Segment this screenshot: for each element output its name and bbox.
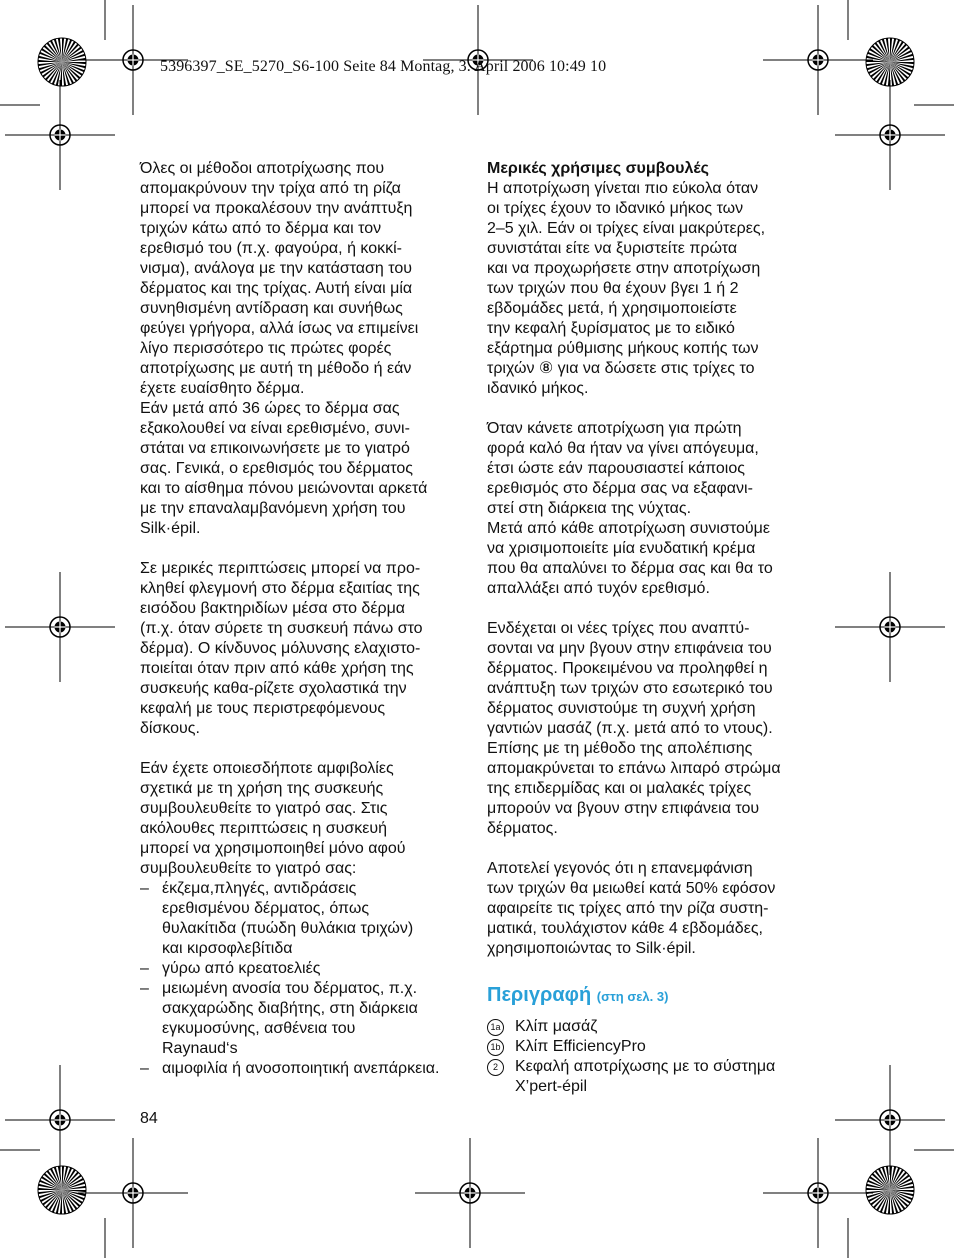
paragraph: Αποτελεί γεγονός ότι η επανεμφάνιση των τριχών θα μειωθεί κατά 50% εφόσον αφαιρείτε τις τρίχες από την ρίζα συστη- ματικά, τουλάχιστον κάθε 4 εβδομάδες, χρησιμοποιώντας το Silk·épil. [487, 860, 776, 957]
paragraph: Σε μερικές περιπτώσεις μπορεί να προ- κληθεί φλεγμονή στο δέρμα εξαιτίας της εισόδου βακτηριδίων μέσα στο δέρμα (π.χ. όταν σύρετε τη συσκευή πάνω στο δέρμα). Ο κίνδυνος μόλυνσης ελαχιστο- ποιείται όταν πριν από κάθε χρήση της συσκευής καθα-ρίζετε σχολαστικά την κεφαλή με τους περιστρεφόμενους δίσκους. [140, 560, 423, 737]
description-list [487, 1017, 822, 1097]
section-page-reference: (στη σελ. 3) [596, 989, 669, 1004]
list-item: – έκζεμα,πληγές, αντιδράσεις ερεθισμένου δέρματος, όπως θυλακίτιδα (πυώδη θυλάκια τριχών) και κιρσοφλεβίτιδα [140, 880, 414, 957]
paragraph: Η αποτρίχωση γίνεται πιο εύκολα όταν οι τρίχες έχουν το ιδανικό μήκος των 2–5 χιλ. Εάν οι τρίχες είναι μακρύτερες, συνιστάται είτε να ξυριστείτε πρώτα και να προχωρήσετε στην αποτρίχωση των τριχών που θα έχουν βγει 1 ή 2 εβδομάδες μετά, ή χρησιμοποιείστε την κεφαλή ξυρίσματος με το ειδικό εξάρτημα ρύθμισης μήκους κοπής των τριχών ⑧ για να δώσετε στις τρίχες το ιδανικό μήκος. [487, 180, 766, 397]
item-number-badge: 2 [487, 1059, 504, 1076]
paragraph: Ενδέχεται οι νέες τρίχες που αναπτύ- σονται να μην βγουν στην επιφάνεια του δέρματος. Προκειμένου να προληφθεί η ανάπτυξη των τριχών στο εσωτερικό του δέρματος συνιστούμε τη συχνή χρήση γαντιών μασάζ (π.χ. μετά από το ντους). Επίσης με τη μέθοδο της απολέπισης απομακρύνεται το επάνω λιπαρό στρώμα της επιδερμίδας και οι μαλακές τρίχες μπορούν να βγουν στην επιφάνεια του δέρματος. [487, 620, 781, 837]
item-number-badge: 1a [487, 1019, 504, 1036]
list-item: 2 Κεφαλή αποτρίχωσης με το σύστημα X’pert-épil [487, 1057, 822, 1097]
list-item: 1b Κλίπ EfficiencyPro [487, 1037, 822, 1057]
tips-heading: Μερικές χρήσιμες συμβουλές [487, 160, 709, 177]
section-title: Περιγραφή (στη σελ. 3) [487, 984, 669, 1006]
list-item: – αιμοφιλία ή ανοσοποιητική ανεπάρκεια. [140, 1060, 440, 1077]
paragraph: Εάν έχετε οποιεσδήποτε αμφιβολίες σχετικά με τη χρήση της συσκευής συμβουλευθείτε το γιατρό σας. Στις ακόλουθες περιπτώσεις η συσκευή μπορεί να χρησιμοποιηθεί μόνο αφού συμβουλευθείτε το γιατρό σας: [140, 760, 406, 877]
paragraph: Μετά από κάθε αποτρίχωση συνιστούμε να χρισιμοποιείτε μία ενυδατική κρέμα που θα απαλύνει το δέρμα σας και θα το απαλλάξει από τυχόν ερεθισμό. [487, 520, 773, 597]
paragraph: Όλες οι μέθοδοι αποτρίχωσης που απομακρύνουν την τρίχα από τη ρίζα μπορεί να προκαλέσουν την ανάπτυξη τριχών κάτω από το δέρμα και τον ερεθισμό του (π.χ. φαγούρα, ή κοκκί- νισμα), ανάλογα με την κατάσταση του δέρματος και της τρίχας. Αυτή είναι μία συνηθισμένη αντίδραση και συνήθως φεύγει γρήγορα, αλλά ίσως να επιμείνει λίγο περισσότερο τις πρώτες φορές αποτρίχωσης με αυτή τη μέθοδο ή εάν έχετε ευαίσθητο δέρμα. [140, 160, 419, 397]
page-number: 84 [140, 1110, 158, 1127]
item-number-badge: 1b [487, 1039, 504, 1056]
left-column [140, 159, 470, 1079]
list-item: 1a Κλίπ μασάζ [487, 1017, 822, 1037]
list-item: – γύρω από κρεατοελιές [140, 960, 321, 977]
paragraph: Όταν κάνετε αποτρίχωση για πρώτη φορά καλό θα ήταν να γίνει απόγευμα, έτσι ώστε εάν παρουσιαστεί κάποιος ερεθισμός στο δέρμα σας να εξαφανι- στεί στη διάρκεια της νύχτας. [487, 420, 759, 517]
paragraph: Εάν μετά από 36 ώρες το δέρμα σας εξακολουθεί να είναι ερεθισμένο, συνι- στάται να επικοινωνήσετε με το γιατρό σας. Γενικά, ο ερεθισμός του δέρματος και το αίσθημα πόνου μειώνονται αρκετά με την επαναλαμβανόμενη χρήση του Silk·épil. [140, 400, 428, 537]
list-item: – μειωμένη ανοσία του δέρματος, π.χ. σακχαρώδης διαβήτης, στη διάρκεια εγκυμοσύνης, ασθένεια του Raynaud‘s [140, 980, 418, 1057]
print-header: 5396397_SE_5270_S6-100 Seite 84 Montag, 3. April 2006 10:49 10 [160, 58, 607, 75]
right-column [487, 159, 822, 1097]
conditions-list [140, 879, 470, 1079]
